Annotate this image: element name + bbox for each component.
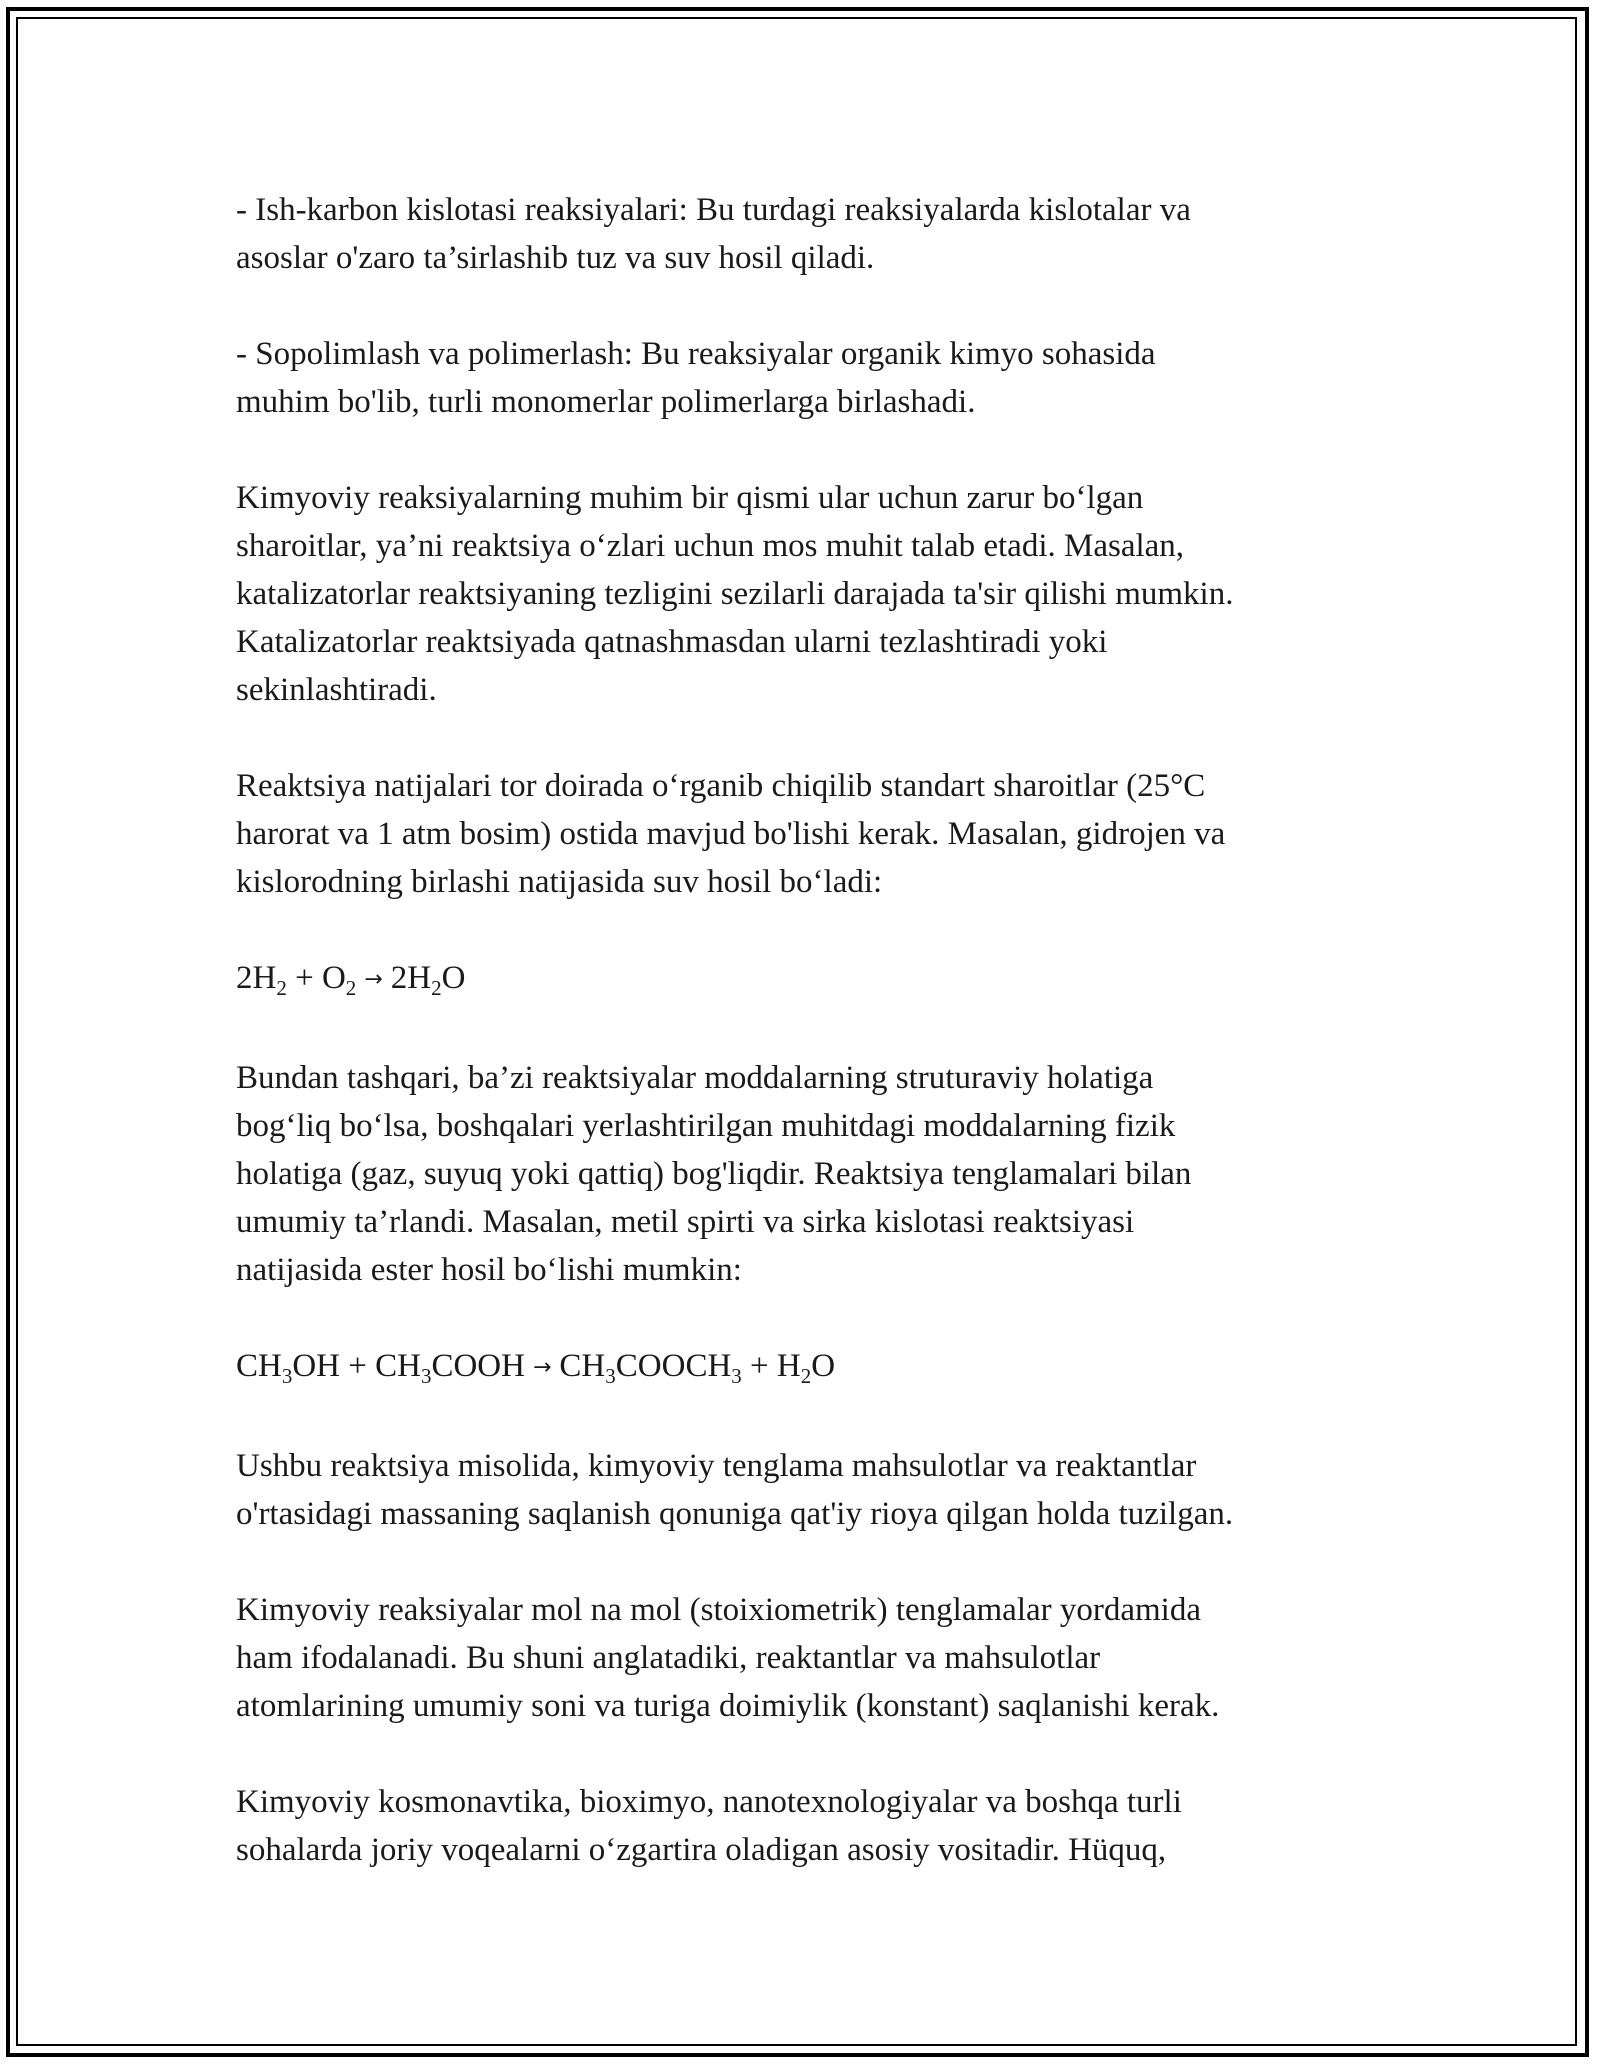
equation-water-formation: $2H_2 + O_2 \to 2H_2O$ — [236, 960, 466, 1000]
paragraph-mass-conservation: Ushbu reaktsiya misolida, kimyoviy tenglama mahsulotlar va reaktantlar o'rtasidagi massaning saqlanish qonuniga qat'iy rioya qilgan holda tuzilgan. — [236, 1448, 1234, 1532]
paragraph-acid-base-reactions: - Ish-karbon kislotasi reaksiyalari: Bu turdagi reaksiyalarda kislotalar va asoslar o'zaro ta’sirlashib tuz va suv hosil qiladi. — [236, 192, 1191, 276]
paragraph-standard-conditions: Reaktsiya natijalari tor doirada o‘rganib chiqilib standart sharoitlar (25°C harorat va 1 atm bosim) ostida mavjud bo'lishi kerak. Masalan, gidrojen va kislorodning birlashi natijasida suv hosil bo‘ladi: — [236, 768, 1226, 900]
document-body — [236, 186, 1376, 1922]
paragraph-applications: Kimyoviy kosmonavtika, bioximyo, nanotexnologiyalar va boshqa turli sohalarda joriy voqealarni o‘zgartira oladigan asosiy vositadir. Hüquq, — [236, 1784, 1182, 1868]
reaction-arrow-icon: → — [364, 967, 383, 992]
equation-esterification: $CH_3OH$ + $CH_3COOH$ → $CH_3COOCH_3 + H_2O$ — [236, 1348, 836, 1388]
paragraph-stoichiometric: Kimyoviy reaksiyalar mol na mol (stoixiometrik) tenglamalar yordamida ham ifodalanadi. Bu shuni anglatadiki, reaktantlar va mahsulotlar atomlarining umumiy soni va turiga doimiylik (konstant) saqlanishi kerak. — [236, 1592, 1220, 1724]
paragraph-polymerization: - Sopolimlash va polimerlash: Bu reaksiyalar organik kimyo sohasida muhim bo'lib, turli monomerlar polimerlarga birlashadi. — [236, 336, 1156, 420]
paragraph-structural-physical-state: Bundan tashqari, ba’zi reaktsiyalar moddalarning struturaviy holatiga bog‘liq bo‘lsa, boshqalari yerlashtirilgan muhitdagi moddalarning fizik holatiga (gaz, suyuq yoki qattiq) bog'liqdir. Reaktsiya tenglamalari bilan umumiy ta’rlandi. Masalan, metil spirti va sirka kislotasi reaktsiyasi natijasida ester hosil bo‘lishi mumkin: — [236, 1060, 1192, 1288]
paragraph-reaction-conditions: Kimyoviy reaksiyalarning muhim bir qismi ular uchun zarur bo‘lgan sharoitlar, ya’ni reaktsiya o‘zlari uchun mos muhit talab etadi. Masalan, katalizatorlar reaktsiyaning tezligini sezilarli darajada ta'sir qilishi mumkin. Katalizatorlar reaktsiyada qatnashmasdan ularni tezlashtiradi yoki sekinlashtiradi. — [236, 480, 1234, 708]
reaction-arrow-icon: → — [532, 1355, 552, 1380]
